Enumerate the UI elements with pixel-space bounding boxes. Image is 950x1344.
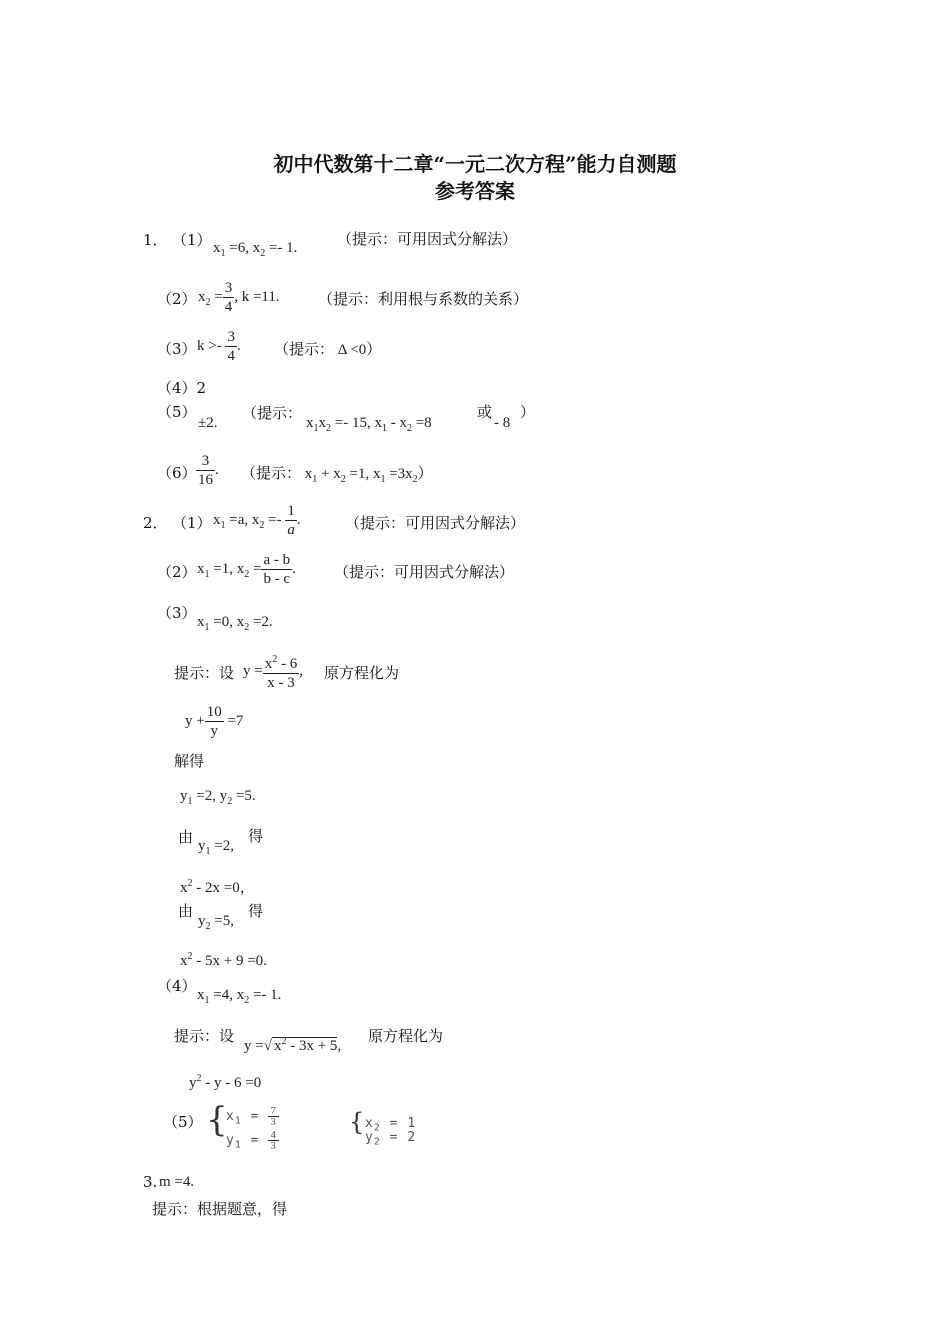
q2-part4-label: （4） bbox=[157, 977, 197, 995]
q1-part5-hint-suffix: ） bbox=[520, 403, 536, 421]
q2-part3-get2: 得 bbox=[248, 902, 264, 920]
q1-part5-label: （5） bbox=[157, 403, 197, 421]
q2-part4-substitution: y =√ $x^2 - 3x + 5$, bbox=[244, 1036, 342, 1054]
q2-part2-answer: $x_1 =1$, $x_2$ = $\frac{a - b}{b - c}$ . bbox=[197, 552, 296, 587]
q1-part5-hint-formula: $x_1x_2 =- 15$, $x_1 - x_2 =8$ bbox=[306, 415, 432, 434]
q2-part3-y1: $y_1 =2$, bbox=[198, 838, 234, 857]
q2-part3-hint-orig: 原方程化为 bbox=[324, 664, 400, 682]
question-2-number: 2． bbox=[143, 514, 168, 532]
q2-part1-hint: （提示：可用因式分解法） bbox=[345, 514, 526, 532]
q1-part5-answer: ±2. bbox=[198, 415, 218, 431]
q2-part2-label: （2） bbox=[157, 563, 197, 581]
question-1-number: 1． bbox=[143, 231, 168, 249]
q2-part3-label: （3） bbox=[157, 604, 197, 622]
q1-part2-hint: （提示：利用根与系数的关系） bbox=[318, 290, 529, 308]
q1-part6-label: （6） bbox=[157, 464, 197, 482]
q1-part3-hint: （提示： Δ <0） bbox=[274, 340, 382, 358]
q2-part3-get1: 得 bbox=[248, 827, 264, 845]
q1-part1-hint: （提示：可用因式分解法） bbox=[337, 230, 518, 248]
q2-part5-label: （5） bbox=[163, 1113, 203, 1131]
q2-part3-eq2: $x^2 - 5x + 9 =0$. bbox=[180, 951, 267, 969]
q2-part4-transformed: $y^2 - y - 6 =0$ bbox=[189, 1073, 262, 1091]
question-3-number: 3. bbox=[143, 1173, 158, 1191]
q2-part4-hint-set: 提示：设 bbox=[174, 1027, 235, 1045]
q2-part3-eq1: $x^2 - 2x =0$， bbox=[180, 878, 255, 896]
q1-part2-answer: $x_2$ = $\frac{3}{4}$ , k =11. bbox=[198, 280, 280, 315]
q2-part3-from2: 由 bbox=[178, 902, 194, 920]
q2-part2-hint: （提示：可用因式分解法） bbox=[334, 563, 515, 581]
q2-part3-y2: $y_2 =5$, bbox=[198, 913, 234, 932]
document-title: 初中代数第十二章“一元二次方程”能力自测题 bbox=[273, 152, 677, 176]
q2-part3-hint-set: 提示：设 bbox=[174, 664, 235, 682]
q2-part3-from1: 由 bbox=[178, 828, 194, 846]
q1-part6-answer: $\frac{3}{16}$ . bbox=[198, 453, 219, 488]
q1-part3-label: （3） bbox=[157, 340, 197, 358]
q2-part3-solve: 解得 bbox=[174, 752, 205, 770]
q2-part4-hint-orig: 原方程化为 bbox=[368, 1027, 444, 1045]
q2-part3-substitution: y = $\frac{x^2 - 6}{x - 3}$ , bbox=[243, 654, 303, 691]
q1-part4-answer: （4）2 bbox=[157, 379, 207, 397]
q1-part5-hint-prefix: （提示： bbox=[242, 404, 303, 422]
q1-part2-label: （2） bbox=[157, 290, 197, 308]
document-subtitle: 参考答案 bbox=[435, 179, 515, 203]
q2-part3-answer: $x_1 =0$, $x_2 =2$. bbox=[197, 614, 273, 633]
q3-answer: m =4. bbox=[159, 1174, 195, 1190]
q1-part1-label: （1） bbox=[172, 231, 212, 249]
q1-part1-answer: $x_1 =6$, $x_2 =- 1$. bbox=[213, 240, 298, 259]
q1-part3-answer: k >- $\frac{3}{4}$ . bbox=[197, 329, 241, 364]
q2-part1-label: （1） bbox=[172, 514, 212, 532]
q2-part3-transformed: y + $\frac{10}{y}$ =7 bbox=[185, 704, 244, 739]
q1-part5-or: 或 bbox=[477, 403, 493, 421]
q1-part6-hint: （提示： $x_1 + x_2 =1$, $x_1 =3x_2$） bbox=[241, 464, 433, 485]
q2-part4-answer: $x_1 =4$, $x_2 =- 1$. bbox=[197, 987, 282, 1006]
q3-hint: 提示：根据题意，得 bbox=[152, 1200, 288, 1218]
q1-part5-hint-alt: - 8 bbox=[494, 415, 511, 431]
q2-part3-y-solutions: $y_1 =2$, $y_2 =5$. bbox=[180, 788, 256, 807]
q2-part1-answer: $x_1 =a$, $x_2$ =- $\frac{1}{a}$ . bbox=[213, 503, 301, 538]
